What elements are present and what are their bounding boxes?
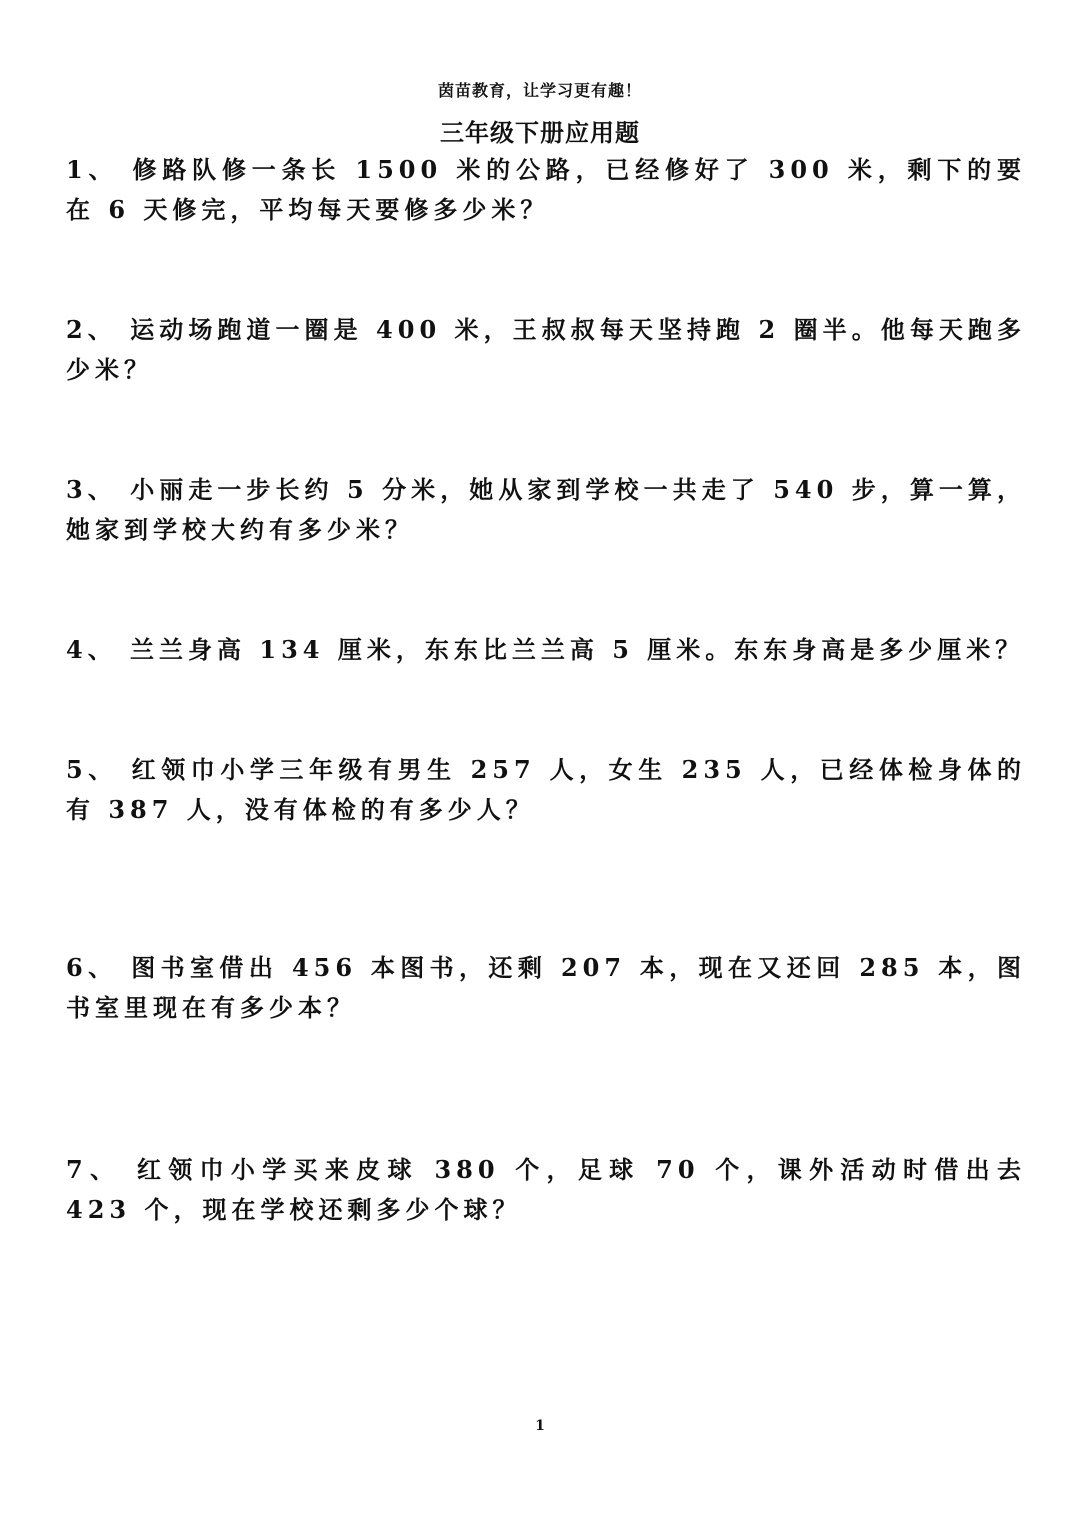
page-title: 三年级下册应用题 [440, 118, 640, 147]
question-1: 1、 修路队修一条长 1500 米的公路，已经修好了 300 米，剩下的要在 6 天修完，平均每天要修多少米？ [66, 155, 1026, 224]
question-2: 2、 运动场跑道一圈是 400 米，王叔叔每天坚持跑 2 圈半。他每天跑多少米？ [66, 315, 1026, 384]
header-slogan: 茵苗教育，让学习更有趣！ [437, 81, 642, 100]
question-5: 5、 红领巾小学三年级有男生 257 人，女生 235 人，已经体检身体的有 387 人，没有体检的有多少人？ [66, 755, 1026, 824]
question-3: 3、 小丽走一步长约 5 分米，她从家到学校一共走了 540 步，算一算，她家到学校大约有多少米？ [66, 475, 1026, 544]
question-6: 6、 图书室借出 456 本图书，还剩 207 本，现在又还回 285 本，图书室里现在有多少本？ [66, 953, 1026, 1022]
question-4: 4、 兰兰身高 134 厘米，东东比兰兰高 5 厘米。东东身高是多少厘米？ [66, 635, 1025, 664]
question-7: 7、 红领巾小学买来皮球 380 个，足球 70 个，课外活动时借出去 423 个，现在学校还剩多少个球？ [66, 1155, 1026, 1224]
page-number: 1 [535, 1418, 545, 1434]
